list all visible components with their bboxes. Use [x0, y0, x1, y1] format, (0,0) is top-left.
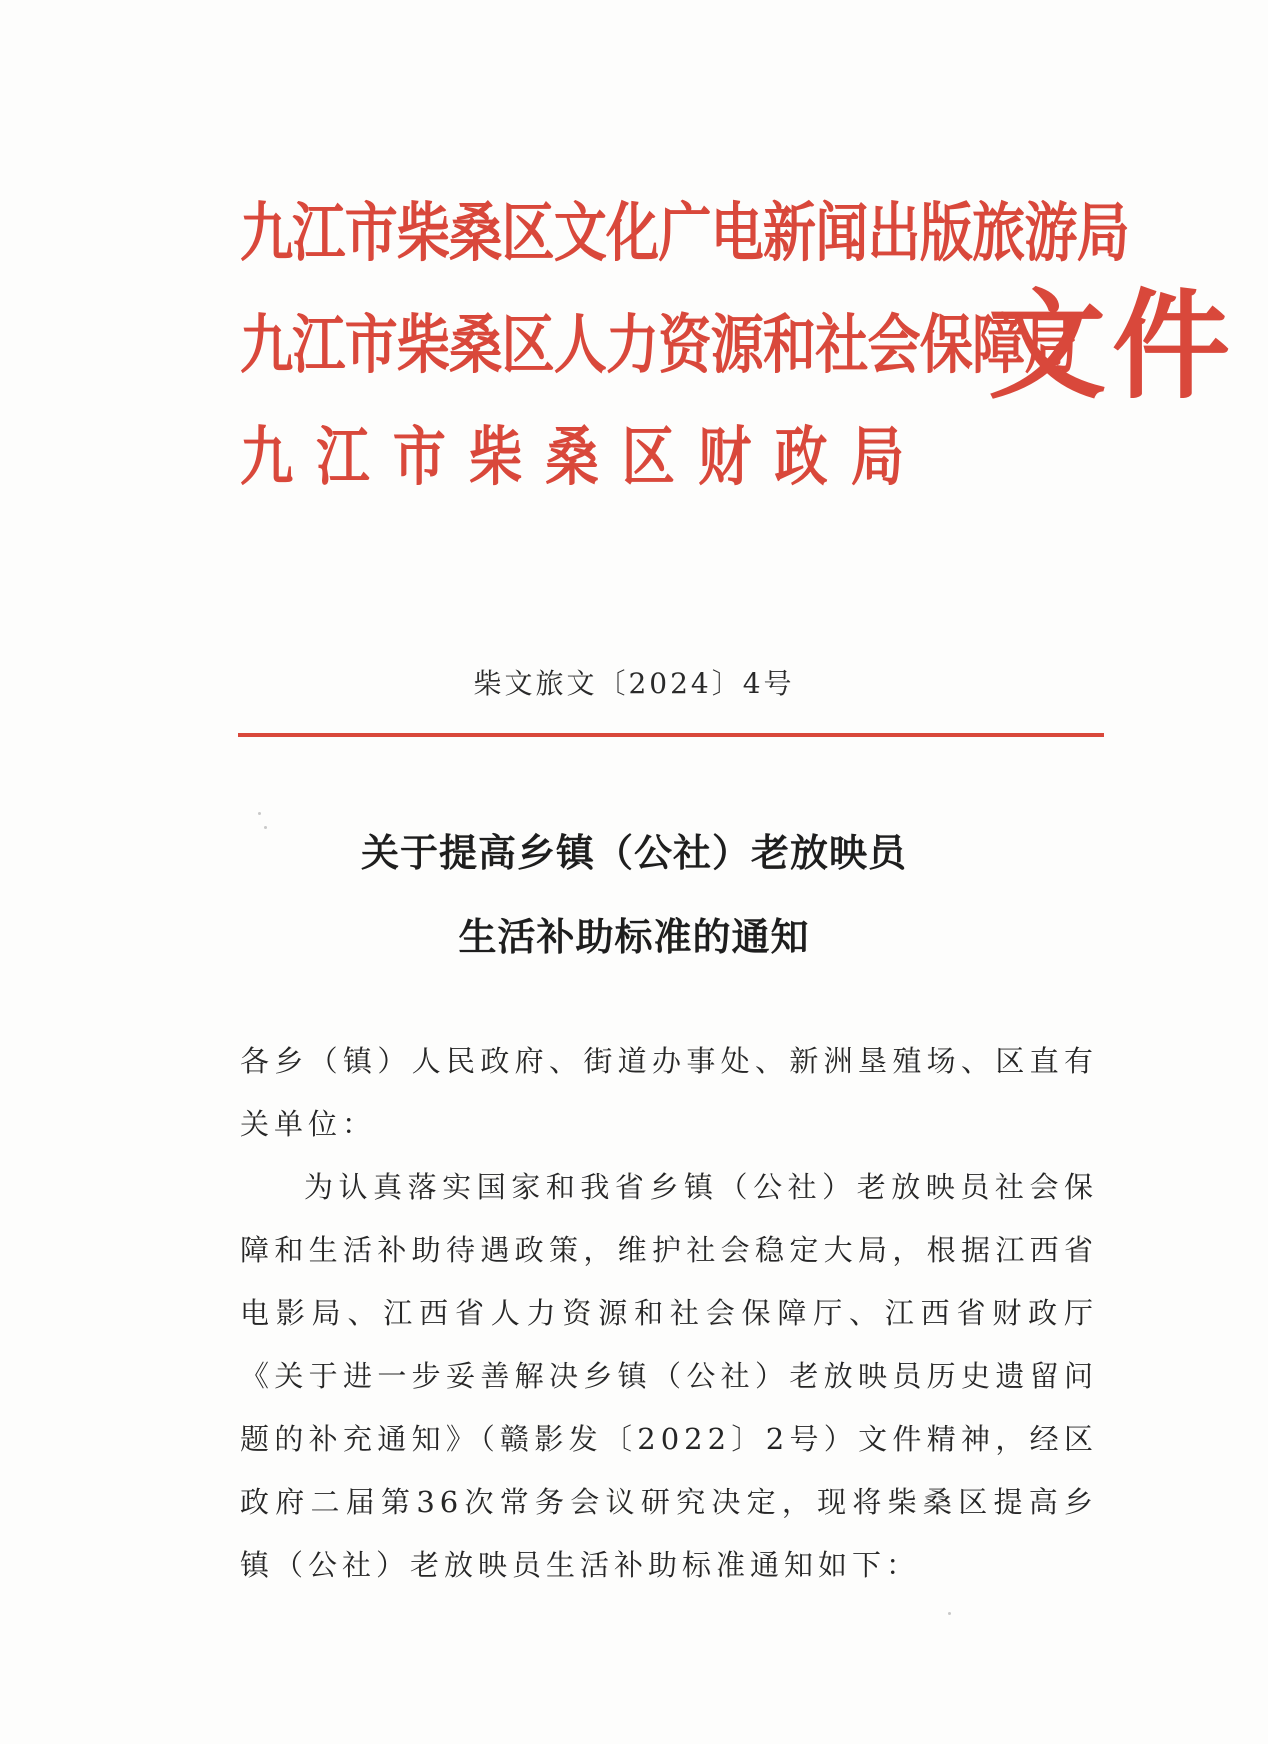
document-number: 柴文旅文〔2024〕4号 [473, 667, 795, 700]
addressee: 各乡（镇）人民政府、街道办事处、新洲垦殖场、区直有关单位： [240, 1044, 1098, 1141]
body-paragraph: 为认真落实国家和我省乡镇（公社）老放映员社会保障和生活补助待遇政策，维护社会稳定大局，根据江西省电影局、江西省人力资源和社会保障厅、江西省财政厅《关于进一步妥善解决乡镇（公社）老放映员历史遗留问题的补充通知》（赣影发〔2022〕2号）文件精神，经区政府二届第36次常务会议研究决定，现将柴桑区提高乡镇（公社）老放映员生活补助标准通知如下： [240, 1170, 1098, 1582]
red-divider [238, 733, 1104, 737]
issuer-hr-bureau: 九江市柴桑区人力资源和社会保障局 [240, 309, 1077, 383]
document-word: 文件 [988, 277, 1237, 415]
title-line-1: 关于提高乡镇（公社）老放映员 [360, 831, 907, 875]
scan-speck [258, 812, 261, 815]
scan-speck [948, 1612, 951, 1615]
issuer-culture-bureau: 九江市柴桑区文化广电新闻出版旅游局 [240, 197, 1129, 271]
scan-speck [264, 826, 267, 829]
issuer-finance-bureau: 九江市柴桑区财政局 [240, 421, 928, 495]
title-line-2: 生活补助标准的通知 [458, 915, 810, 959]
